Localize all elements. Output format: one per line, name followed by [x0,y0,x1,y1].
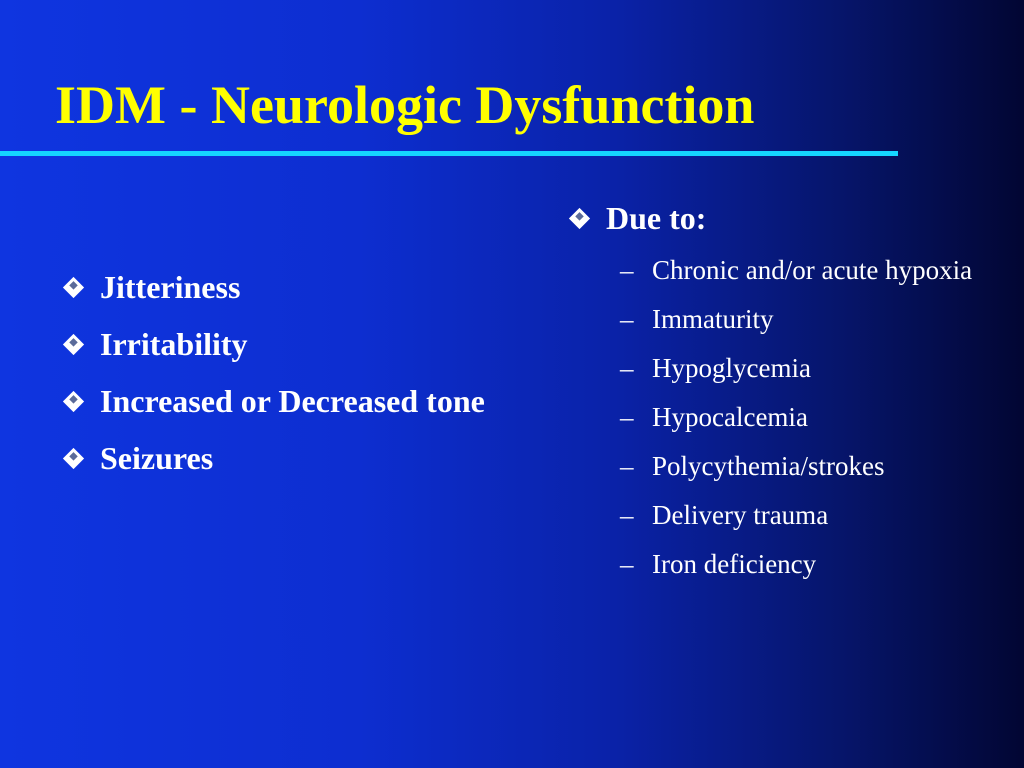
causes-list [568,250,1008,585]
list-item-label: Jitteriness [100,269,241,305]
list-item-label: Hypocalcemia [652,402,808,432]
list-item [568,397,1008,438]
list-item [568,348,1008,389]
list-item-label: Polycythemia/strokes [652,451,885,481]
causes-heading-label: Due to: [606,200,707,236]
list-item-label: Chronic and/or acute hypoxia [652,255,973,285]
causes-heading [568,196,1008,240]
list-item-label: Immaturity [652,304,774,334]
dash-marker: – [620,255,634,285]
dash-marker: – [620,402,634,432]
diamond-bullet-icon [63,277,84,298]
dash-marker: – [620,451,634,481]
title-underline [0,151,898,156]
diamond-bullet-icon [569,208,590,229]
list-item-label: Irritability [100,326,248,362]
diamond-bullet-icon [63,334,84,355]
dash-marker: – [620,304,634,334]
list-item [568,544,1008,585]
list-item-label: Increased or Decreased tone [100,383,485,419]
diamond-bullet-icon [63,448,84,469]
list-item [568,250,1008,291]
list-item [62,379,532,423]
list-item [62,265,532,309]
dash-marker: – [620,500,634,530]
list-item [568,495,1008,536]
list-item-label: Iron deficiency [652,549,817,579]
dash-marker: – [620,353,634,383]
list-item-label: Hypoglycemia [652,353,811,383]
list-item-label: Seizures [100,440,214,476]
diamond-bullet-icon [63,391,84,412]
list-item [568,446,1008,487]
symptom-list [62,265,532,493]
list-item [62,322,532,366]
slide-title: IDM - Neurologic Dysfunction [55,75,755,135]
list-item [62,436,532,480]
causes-section [568,196,1008,593]
list-item-label: Delivery trauma [652,500,829,530]
dash-marker: – [620,549,634,579]
list-item [568,299,1008,340]
